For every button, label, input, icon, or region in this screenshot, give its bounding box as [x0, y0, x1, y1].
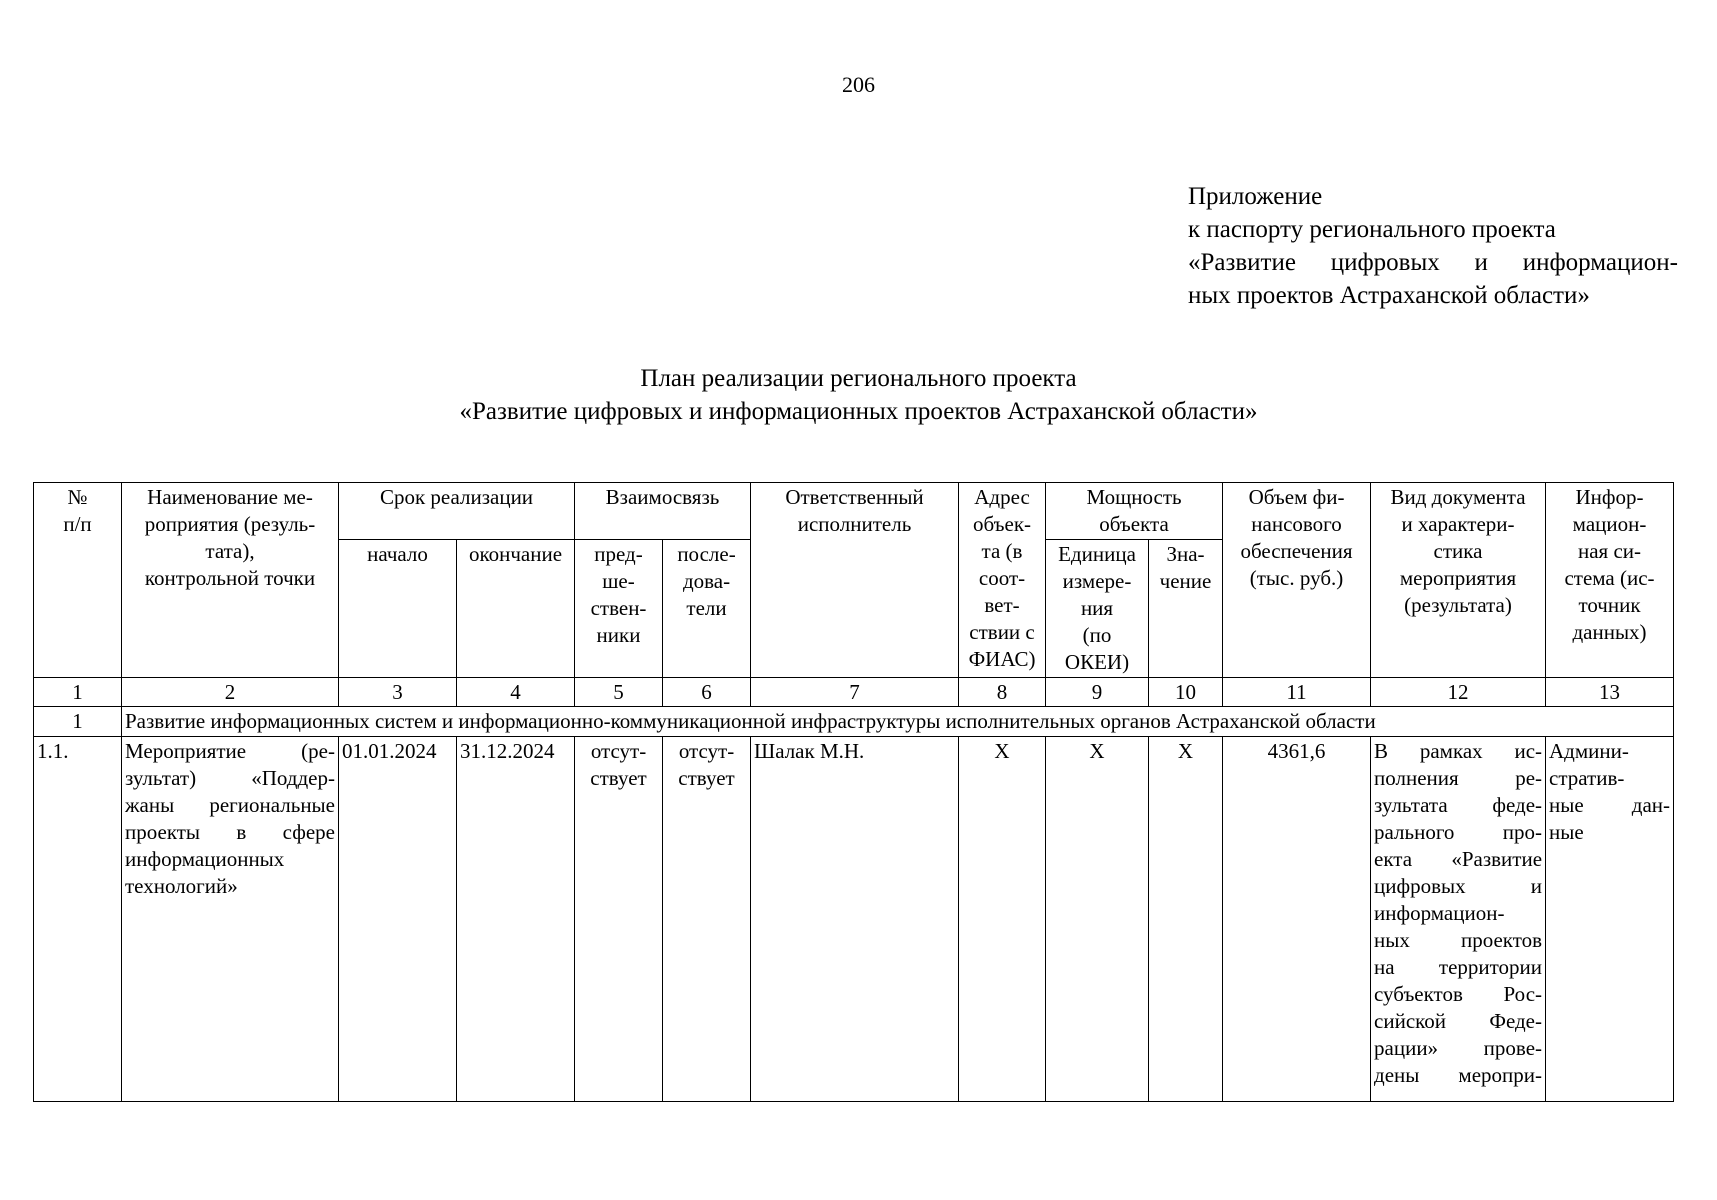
header-start: начало — [339, 540, 457, 678]
appendix-line: ных проектов Астраханской области» — [1188, 282, 1590, 309]
document-title — [0, 362, 1717, 428]
row-address: Х — [959, 737, 1046, 1102]
header-name: Наименование ме- роприятия (резуль- тата), контрольной точки — [122, 483, 339, 678]
column-number: 6 — [663, 678, 751, 707]
header-relation: Взаимосвязь — [575, 483, 751, 540]
title-line: «Развитие цифровых и информационных проектов Астраханской области» — [459, 398, 1258, 425]
column-number: 3 — [339, 678, 457, 707]
header-finance: Объем фи- нансового обеспечения (тыс. руб.) — [1223, 483, 1371, 678]
row-info-system: Админи- стратив- ные дан- ные — [1546, 737, 1674, 1102]
row-name: Мероприятие (ре- зультат) «Поддер- жаны региональные проекты в сфере информационных технологий» — [122, 737, 339, 1102]
column-number: 1 — [34, 678, 122, 707]
row-finance: 4361,6 — [1223, 737, 1371, 1102]
appendix-line: Приложение — [1188, 183, 1323, 210]
column-number: 9 — [1046, 678, 1149, 707]
row-end-date: 31.12.2024 — [457, 737, 575, 1102]
header-period: Срок реализации — [339, 483, 575, 540]
header-predecessors: пред- ше- ствен- ники — [575, 540, 663, 678]
header-value: Зна- чение — [1149, 540, 1223, 678]
row-successors: отсут- ствует — [663, 737, 751, 1102]
header-doc-type: Вид документа и характери- стика мероприятия (результата) — [1371, 483, 1546, 678]
column-number: 2 — [122, 678, 339, 707]
column-number: 11 — [1223, 678, 1371, 707]
header-end: окончание — [457, 540, 575, 678]
plan-table — [33, 482, 1674, 1102]
column-number-row — [34, 678, 1674, 707]
row-doc-type: В рамках ис- полнения ре- зультата феде- рального про- екта «Развитие цифровых и информацион- ных проектов на территории субъектов Рос- сийской Феде- рации» прове- дены меропри- — [1371, 737, 1546, 1102]
row-start-date: 01.01.2024 — [339, 737, 457, 1102]
column-number: 5 — [575, 678, 663, 707]
section-title: Развитие информационных систем и информационно-коммуникационной инфраструктуры исполнительных органов Астраханской области — [122, 707, 1674, 737]
header-address: Адрес объек- та (в соот- вет- ствии с ФИАС) — [959, 483, 1046, 678]
header-responsible: Ответственный исполнитель — [751, 483, 959, 678]
table-row — [34, 737, 1674, 1102]
column-number: 8 — [959, 678, 1046, 707]
header-successors: после- дова- тели — [663, 540, 751, 678]
column-number: 12 — [1371, 678, 1546, 707]
header-row — [34, 483, 1674, 540]
row-responsible: Шалак М.Н. — [751, 737, 959, 1102]
column-number: 4 — [457, 678, 575, 707]
row-predecessors: отсут- ствует — [575, 737, 663, 1102]
page-number: 206 — [842, 72, 875, 97]
title-line: План реализации регионального проекта — [640, 365, 1077, 392]
section-num: 1 — [34, 707, 122, 737]
row-value: Х — [1149, 737, 1223, 1102]
column-number: 7 — [751, 678, 959, 707]
column-number: 10 — [1149, 678, 1223, 707]
appendix-note — [1188, 180, 1678, 312]
row-num: 1.1. — [34, 737, 122, 1102]
row-unit: Х — [1046, 737, 1149, 1102]
section-row — [34, 707, 1674, 737]
header-capacity: Мощность объекта — [1046, 483, 1223, 540]
header-unit: Единица измере- ния (по ОКЕИ) — [1046, 540, 1149, 678]
header-info-system: Инфор- мацион- ная си- стема (ис- точник данных) — [1546, 483, 1674, 678]
appendix-line: к паспорту регионального проекта — [1188, 216, 1556, 243]
header-num: № п/п — [34, 483, 122, 678]
column-number: 13 — [1546, 678, 1674, 707]
appendix-line: «Развитие цифровых и информацион- — [1188, 249, 1678, 276]
